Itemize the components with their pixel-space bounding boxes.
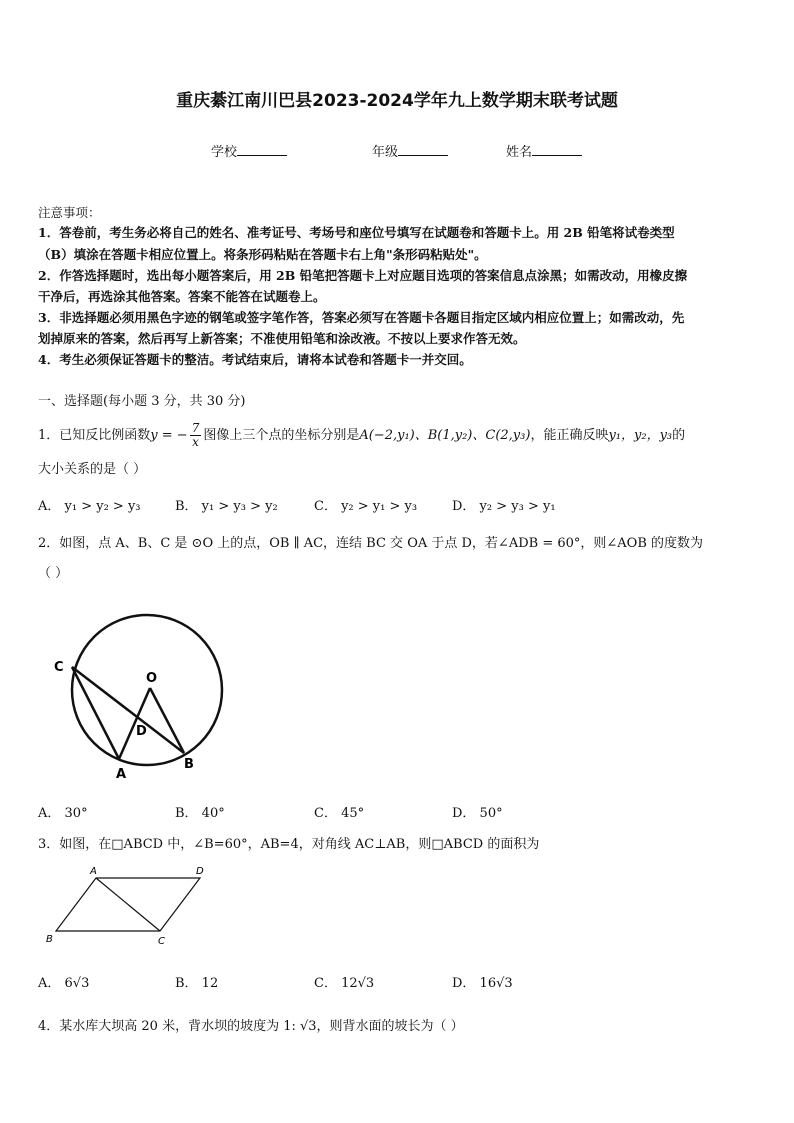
name-label: 姓名 bbox=[506, 145, 533, 160]
label-b: B bbox=[184, 757, 194, 772]
q1-function-lhs: y = − bbox=[150, 428, 188, 443]
grade-blank bbox=[398, 143, 448, 156]
question-1-line-1 bbox=[38, 422, 685, 449]
label-c: C bbox=[54, 660, 64, 675]
name-field bbox=[506, 141, 582, 160]
label-d: D bbox=[196, 866, 204, 877]
question-4-line-1: 4．某水库大坝高 20 米，背水坝的坡度为 1: √3，则背水面的坡长为（ ） bbox=[38, 1019, 464, 1034]
q3-option-a: A． 6√3 bbox=[38, 976, 90, 991]
school-label: 学校 bbox=[211, 145, 238, 160]
question-1-line-2: 大小关系的是（ ） bbox=[38, 462, 147, 477]
q2-option-c: C． 45° bbox=[314, 806, 365, 821]
q3-option-b: B． 12 bbox=[175, 976, 219, 991]
note-1b: （B）填涂在答题卡相应位置上。将条形码粘贴在答题卡右上角"条形码粘贴处"。 bbox=[38, 247, 487, 262]
section-heading: 一、选择题(每小题 3 分，共 30 分) bbox=[38, 394, 246, 409]
label-a: A bbox=[116, 767, 127, 782]
note-2a: 2．作答选择题时，选出每小题答案后，用 2B 铅笔把答题卡上对应题目选项的答案信息点涂黑；如需改动，用橡皮擦 bbox=[38, 268, 688, 283]
q1-post: ，能正确反映 bbox=[530, 428, 609, 443]
grade-field bbox=[372, 141, 448, 160]
note-2b: 干净后，再选涂其他答案。答案不能答在试题卷上。 bbox=[38, 289, 326, 304]
segment-ob bbox=[150, 688, 184, 753]
q3-option-d: D． 16√3 bbox=[452, 976, 513, 991]
question-2-line-1: 2．如图，点 A、B、C 是 ⊙O 上的点，OB ∥ AC，连结 BC 交 OA 于点 D，若∠ADB = 60°，则∠AOB 的度数为 bbox=[38, 536, 704, 551]
q1-option-d: D． y₂ > y₃ > y₁ bbox=[452, 499, 556, 514]
q2-option-d: D． 50° bbox=[452, 806, 503, 821]
name-blank bbox=[532, 143, 582, 156]
note-3a: 3．非选择题必须用黑色字迹的钢笔或签字笔作答，答案必须写在答题卡各题目指定区域内相应位置上；如需改动，先 bbox=[38, 310, 685, 325]
q1-option-a: A． y₁ > y₂ > y₃ bbox=[38, 499, 141, 514]
grade-label: 年级 bbox=[372, 145, 399, 160]
q2-option-b: B． 40° bbox=[175, 806, 225, 821]
q1-fraction bbox=[190, 422, 202, 449]
q1-pre: 1．已知反比例函数 bbox=[38, 428, 151, 443]
diagonal-ac bbox=[96, 878, 160, 931]
label-c: C bbox=[158, 936, 165, 947]
q1-denominator: x bbox=[192, 435, 199, 449]
page-title: 重庆綦江南川巴县2023-2024学年九上数学期末联考试题 bbox=[176, 91, 618, 111]
circle-figure bbox=[40, 600, 240, 790]
q1-numerator: 7 bbox=[191, 421, 200, 435]
label-a: A bbox=[90, 866, 97, 877]
note-4: 4．考生必须保证答题卡的整洁。考试结束后，请将本试卷和答题卡一并交回。 bbox=[38, 352, 472, 367]
school-field bbox=[211, 141, 287, 160]
q1-option-b: B． y₁ > y₃ > y₂ bbox=[175, 499, 278, 514]
school-blank bbox=[237, 143, 287, 156]
q2-option-a: A． 30° bbox=[38, 806, 88, 821]
notes-heading: 注意事项： bbox=[38, 205, 101, 220]
circle-o bbox=[72, 615, 222, 765]
q3-option-c: C． 12√3 bbox=[314, 976, 375, 991]
q1-vars: y₁，y₂，y₃ bbox=[608, 428, 673, 443]
q1-mid: 图像上三个点的坐标分别是 bbox=[203, 428, 360, 443]
q1-tail: 的 bbox=[672, 428, 686, 443]
parallelogram-figure bbox=[40, 860, 220, 955]
label-b: B bbox=[46, 934, 53, 945]
question-3-line-1: 3．如图，在□ABCD 中，∠B=60°，AB=4，对角线 AC⊥AB，则□ABCD 的面积为 bbox=[38, 837, 540, 852]
label-d: D bbox=[136, 724, 147, 739]
label-o: O bbox=[146, 671, 158, 686]
q1-option-c: C． y₂ > y₁ > y₃ bbox=[314, 499, 418, 514]
question-2-line-2: （ ） bbox=[38, 566, 69, 581]
note-3b: 划掉原来的答案，然后再写上新答案；不准使用铅笔和涂改液。不按以上要求作答无效。 bbox=[38, 331, 526, 346]
q1-points: A(−2,y₁)、B(1,y₂)、C(2,y₃) bbox=[359, 428, 531, 443]
note-1a: 1．答卷前，考生务必将自己的姓名、准考证号、考场号和座位号填写在试题卷和答题卡上。用 2B 铅笔将试卷类型 bbox=[38, 225, 675, 240]
